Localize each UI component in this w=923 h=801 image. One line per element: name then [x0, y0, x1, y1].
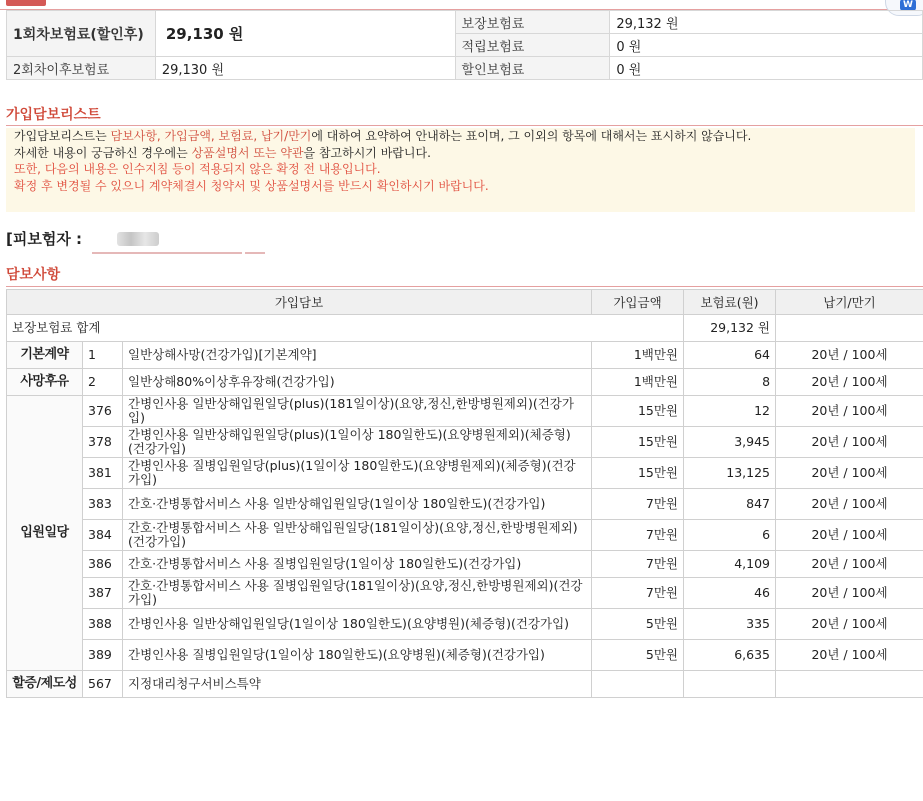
- coverage-name-cell: 간호·간병통합서비스 사용 일반상해입원일당(181일이상)(요양,정신,한방병원제외)(건강가입): [123, 520, 592, 551]
- coverage-name-cell: 간호·간병통합서비스 사용 일반상해입원일당(1일이상 180일한도)(건강가입): [123, 489, 592, 520]
- insured-underline: [92, 252, 242, 254]
- coverage-name-cell: 일반상해80%이상후유장해(건강가입): [123, 369, 592, 396]
- premium-cell: 8: [684, 369, 776, 396]
- insured-label: [피보험자 :: [6, 230, 83, 248]
- table-row: [7, 578, 923, 609]
- coverage-name-cell: 간병인사용 일반상해입원일당(plus)(181일이상)(요양,정신,한방병원제외)(건강가입): [123, 396, 592, 427]
- discount-premium-label: 할인보험료: [455, 57, 610, 80]
- table-row: [7, 640, 923, 671]
- category-cell: 사망후유: [7, 369, 83, 396]
- amount-cell: 15만원: [592, 396, 684, 427]
- table-row: [7, 551, 923, 578]
- coverage-name-cell: 간병인사용 질병입원일당(plus)(1일이상 180일한도)(요양병원제외)(체증형)(건강가입): [123, 458, 592, 489]
- amount-cell: 7만원: [592, 489, 684, 520]
- first-premium-label: 1회차보험료(할인후): [7, 11, 156, 57]
- table-header-row: [7, 290, 923, 315]
- amount-cell: 5만원: [592, 640, 684, 671]
- premium-summary-table: [6, 10, 923, 80]
- category-cell: 할증/제도성: [7, 671, 83, 698]
- amount-cell: 7만원: [592, 520, 684, 551]
- coverage-name-cell: 간호·간병통합서비스 사용 질병입원일당(181일이상)(요양,정신,한방병원제외)(건강가입): [123, 578, 592, 609]
- section-title-fragment: [6, 0, 46, 6]
- total-label: 보장보험료 합계: [7, 315, 684, 342]
- coverage-list-divider: [6, 125, 923, 126]
- header-amount: 가입금액: [592, 290, 684, 315]
- amount-cell: 15만원: [592, 427, 684, 458]
- after-premium-label: 2회차이후보험료: [7, 57, 156, 80]
- table-row: [7, 458, 923, 489]
- header-term: 납기/만기: [776, 290, 923, 315]
- coverage-name-cell: 간병인사용 일반상해입원일당(plus)(1일이상 180일한도)(요양병원제외)(체증형)(건강가입): [123, 427, 592, 458]
- term-cell: 20년 / 100세: [776, 578, 923, 609]
- premium-cell: 335: [684, 609, 776, 640]
- term-cell: 20년 / 100세: [776, 396, 923, 427]
- term-cell: 20년 / 100세: [776, 609, 923, 640]
- table-row: [7, 427, 923, 458]
- premium-cell: [684, 671, 776, 698]
- premium-cell: 3,945: [684, 427, 776, 458]
- amount-cell: 1백만원: [592, 342, 684, 369]
- premium-cell: 847: [684, 489, 776, 520]
- top-section-divider: [0, 0, 923, 10]
- coverage-premium-value: 29,132 원: [610, 11, 923, 34]
- insured-name-redacted: [117, 232, 159, 246]
- table-row: [7, 489, 923, 520]
- savings-premium-value: 0 원: [610, 34, 923, 57]
- table-row: [7, 396, 923, 427]
- savings-premium-label: 적립보험료: [455, 34, 610, 57]
- term-cell: 20년 / 100세: [776, 489, 923, 520]
- term-cell: 20년 / 100세: [776, 342, 923, 369]
- premium-cell: 4,109: [684, 551, 776, 578]
- amount-cell: 15만원: [592, 458, 684, 489]
- total-empty: [776, 315, 923, 342]
- amount-cell: 7만원: [592, 551, 684, 578]
- summary-row: [7, 11, 923, 34]
- category-cell: 기본계약: [7, 342, 83, 369]
- code-cell: 383: [83, 489, 123, 520]
- code-cell: 387: [83, 578, 123, 609]
- coverage-name-cell: 지정대리청구서비스특약: [123, 671, 592, 698]
- table-row: [7, 609, 923, 640]
- amount-cell: [592, 671, 684, 698]
- code-cell: 376: [83, 396, 123, 427]
- amount-cell: 1백만원: [592, 369, 684, 396]
- table-row: [7, 520, 923, 551]
- term-cell: [776, 671, 923, 698]
- term-cell: 20년 / 100세: [776, 427, 923, 458]
- coverage-name-cell: 간호·간병통합서비스 사용 질병입원일당(1일이상 180일한도)(건강가입): [123, 551, 592, 578]
- premium-cell: 6,635: [684, 640, 776, 671]
- coverage-title: 담보사항: [6, 267, 61, 283]
- header-coverage: 가입담보: [7, 290, 592, 315]
- coverage-name-cell: 일반상해사망(건강가입)[기본계약]: [123, 342, 592, 369]
- amount-cell: 7만원: [592, 578, 684, 609]
- total-row: [7, 315, 923, 342]
- coverage-name-cell: 간병인사용 질병입원일당(1일이상 180일한도)(요양병원)(체증형)(건강가입): [123, 640, 592, 671]
- term-cell: 20년 / 100세: [776, 640, 923, 671]
- total-value: 29,132 원: [684, 315, 776, 342]
- code-cell: 1: [83, 342, 123, 369]
- notice-line: 자세한 내용이 궁금하신 경우에는 상품설명서 또는 약관을 참고하시기 바랍니다.: [14, 145, 431, 160]
- code-cell: 2: [83, 369, 123, 396]
- notice-warning: 또한, 다음의 내용은 인수지침 등이 적용되지 않은 확정 전 내용입니다.: [14, 162, 381, 176]
- code-cell: 381: [83, 458, 123, 489]
- term-cell: 20년 / 100세: [776, 520, 923, 551]
- discount-premium-value: 0 원: [610, 57, 923, 80]
- insured-underline: [245, 252, 265, 254]
- term-cell: 20년 / 100세: [776, 458, 923, 489]
- code-cell: 389: [83, 640, 123, 671]
- coverage-premium-label: 보장보험료: [455, 11, 610, 34]
- notice-line: 가입담보리스트는 담보사항, 가입금액, 보험료, 납기/만기에 대하여 요약하여 안내하는 표이며, 그 이외의 항목에 대해서는 표시하지 않습니다.: [14, 129, 752, 143]
- coverage-list-title: 가입담보리스트: [6, 107, 101, 123]
- premium-cell: 46: [684, 578, 776, 609]
- coverage-list-notice: [6, 128, 915, 212]
- first-premium-value: 29,130 원: [155, 11, 455, 57]
- code-cell: 388: [83, 609, 123, 640]
- notice-warning: 확정 후 변경될 수 있으니 계약체결시 청약서 및 상품설명서를 반드시 확인하시기 바랍니다.: [14, 178, 489, 193]
- term-cell: 20년 / 100세: [776, 551, 923, 578]
- header-premium: 보험료(원): [684, 290, 776, 315]
- premium-cell: 6: [684, 520, 776, 551]
- table-row: [7, 342, 923, 369]
- code-cell: 384: [83, 520, 123, 551]
- premium-cell: 13,125: [684, 458, 776, 489]
- premium-cell: 64: [684, 342, 776, 369]
- premium-cell: 12: [684, 396, 776, 427]
- code-cell: 567: [83, 671, 123, 698]
- table-row: [7, 369, 923, 396]
- after-premium-value: 29,130 원: [155, 57, 455, 80]
- term-cell: 20년 / 100세: [776, 369, 923, 396]
- code-cell: 386: [83, 551, 123, 578]
- table-row: [7, 671, 923, 698]
- summary-row: [7, 57, 923, 80]
- amount-cell: 5만원: [592, 609, 684, 640]
- coverage-table: [6, 289, 923, 698]
- code-cell: 378: [83, 427, 123, 458]
- category-cell: 입원일당: [7, 396, 83, 671]
- coverage-divider: [6, 286, 923, 287]
- word-icon: W: [900, 0, 916, 11]
- coverage-name-cell: 간병인사용 일반상해입원일당(1일이상 180일한도)(요양병원)(체증형)(건강가입): [123, 609, 592, 640]
